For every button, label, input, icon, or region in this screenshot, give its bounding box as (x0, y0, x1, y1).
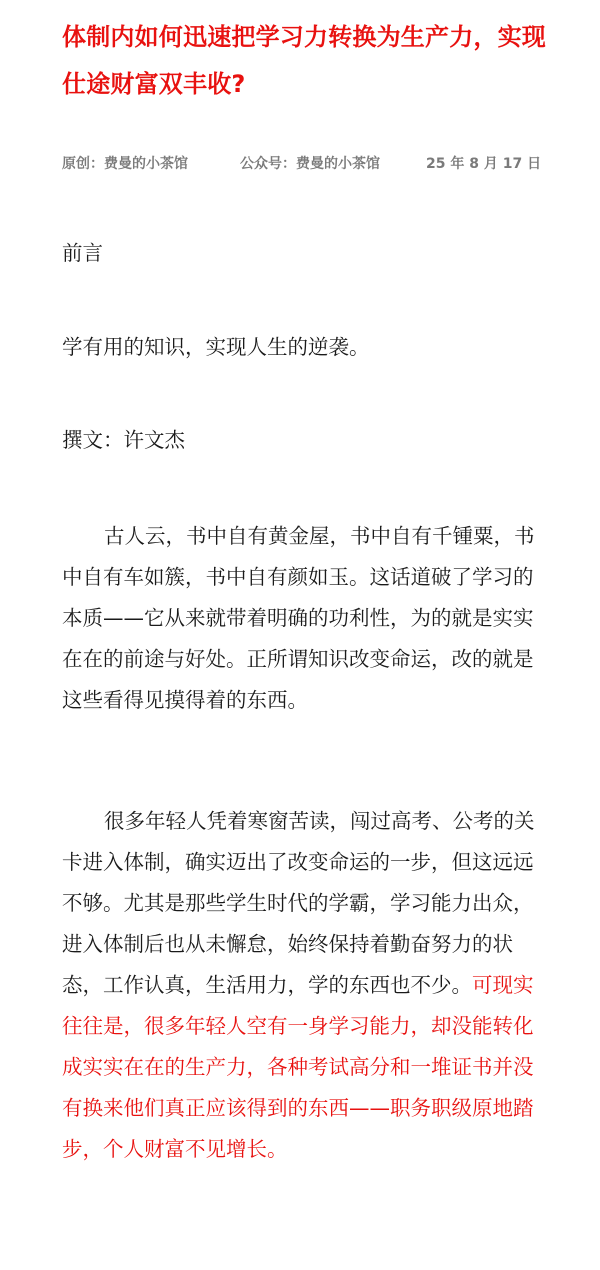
section-tagline: 学有用的知识，实现人生的逆袭。 (62, 335, 370, 359)
article-meta (62, 153, 541, 175)
meta-account[interactable]: 公众号：费曼的小茶馆 (240, 156, 380, 172)
paragraph-2-highlight: 可现实往往是，很多年轻人空有一身学习能力，却没能转化成实实在在的生产力，各种考试高分和一堆证书并没有换来他们真正应该得到的东西——职务职级原地踏步，个人财富不见增长。 (62, 973, 534, 1161)
paragraph-2-text: 很多年轻人凭着寒窗苦读，闯过高考、公考的关卡进入体制，确实迈出了改变命运的一步，但这远远不够。尤其是那些学生时代的学霸，学习能力出众，进入体制后也从未懈怠，始终保持着勤奋努力的状态，工作认真，生活用力，学的东西也不少。 (62, 809, 535, 997)
meta-author[interactable]: 原创：费曼的小茶馆 (62, 156, 188, 172)
paragraph-1: 古人云，书中自有黄金屋，书中自有千锺粟，书中自有车如簇，书中自有颜如玉。这话道破了学习的本质——它从来就带着明确的功利性，为的就是实实在在的前途与好处。正所谓知识改变命运，改的就是这些看得见摸得着的东西。 (62, 524, 535, 712)
article-title: 体制内如何迅速把学习力转换为生产力，实现仕途财富双丰收? (62, 23, 546, 98)
section-byline: 撰文：许文杰 (62, 428, 185, 452)
meta-date: 25 年 8 月 17 日 (426, 156, 542, 172)
paragraph-2 (62, 801, 544, 1170)
section-preface: 前言 (62, 241, 103, 265)
